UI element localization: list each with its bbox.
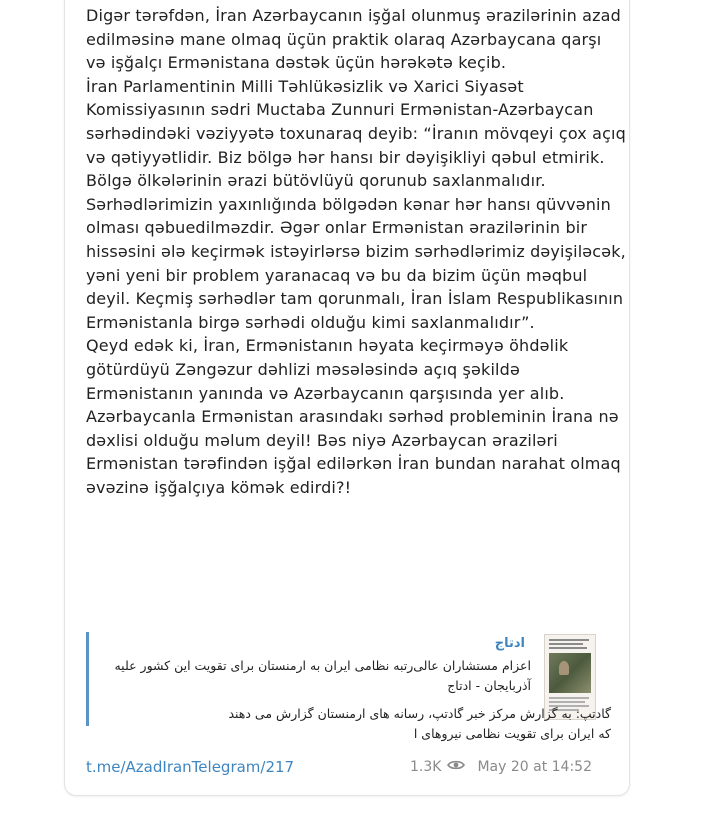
- message-paragraph: Digər tərəfdən, İran Azərbaycanın işğal olunmuş ərazilərinin azad edilməsinə mane olmaq üçün praktik olaraq Azərbaycana qarşı və işğalçı Ermənistana dəstək üçün hərəkətə keçib.: [86, 6, 621, 73]
- preview-body-line: گادتپ: به گزارش مرکز خبر گادتپ، رسانه های ارمنستان گزارش می دهند: [228, 706, 611, 721]
- preview-headline: اعزام مستشاران عالی‌رتبه نظامی ایران به ارمنستان برای تقویت این کشور علیه آذربایجان - ادتاج: [114, 658, 531, 693]
- post-date[interactable]: May 20 at 14:52: [477, 759, 592, 775]
- eye-icon: [447, 759, 465, 775]
- post-link[interactable]: t.me/AzadIranTelegram/217: [86, 758, 295, 776]
- preview-channel-name[interactable]: ادتاج: [494, 636, 525, 651]
- message-paragraph: İran Parlamentinin Milli Təhlükəsizlik və Xarici Siyasət Komissiyasının sədri Muctaba Zunnuri Ermənistan-Azərbaycan sərhədindəki vəziyyətə toxunaraq deyib: “İranın mövqeyi çox açıq və qətiyyətlidir. Biz bölgə hər hansı bir dəyişikliyi qəbul etmirik. Bölgə ölkələrinin ərazi bütövlüyü qorunub saxlanmalıdır. Sərhədlərimizin yaxınlığında bölgədən kənar hər hansı qüvvənin olması qəbuedilməzdir. Əgər onlar Ermənistan ərazilərinin bir hissəsini ələ keçirmək istəyirlərsə bizim sərhədlərimiz dəyişiləcək, yəni yeni bir problem yaranacaq və bu da bizim üçün məqbul deyil. Keçmiş sərhədlər tam qorunmalı, İran İslam Respublikasının Ermənistanla birgə sərhədi olduğu kimi saxlanmalıdır”.: [86, 76, 626, 332]
- preview-body-line: که ایران برای تقویت نظامی نیروهای ا: [413, 726, 611, 741]
- message-text: [86, 4, 626, 499]
- message-paragraph: Qeyd edək ki, İran, Ermənistanın həyata keçirməyə öhdəlik götürdüyü Zəngəzur dəhlizi məsələsində açıq şəkildə Ermənistanın yanında və Azərbaycanın qarşısında yer alıb. Azərbaycanla Ermənistan arasındakı sərhəd probleminin İrana nə dəxlisi olduğu məlum deyil! Bəs niyə Azərbaycan əraziləri Ermənistan tərəfindən işğal edilərkən İran bundan narahat olmaq əvəzinə işğalçıya kömək edirdi?!: [86, 336, 621, 497]
- preview-body: [91, 704, 611, 744]
- forwarded-preview[interactable]: [86, 632, 611, 741]
- view-count: 1.3K: [410, 759, 442, 775]
- post-meta: [410, 759, 592, 775]
